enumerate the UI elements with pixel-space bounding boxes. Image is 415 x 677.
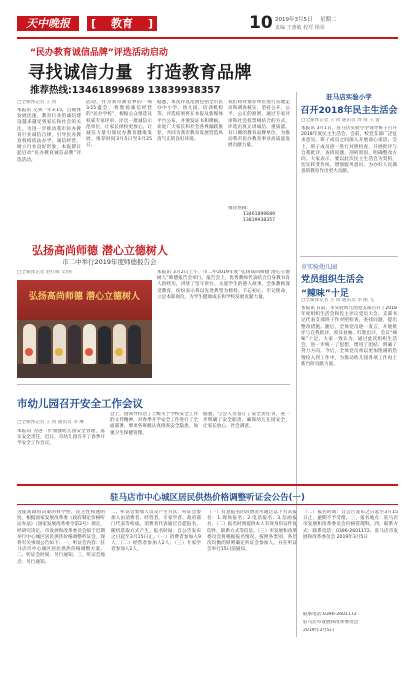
page-number: 10 [249, 13, 273, 33]
story3-col1: 本报讯 为进一步加强幼儿园安全管理，落实安全责任，近日，市幼儿园召开了春季开学安全工作会议。 [17, 429, 105, 447]
notice-headline: 驻马店市中心城区居民供热价格调整听证会公告(一) [110, 493, 305, 503]
issue-date: 2019年3月5日 [275, 17, 313, 23]
story4-byline: □全媒体记者 王 同 通讯员 周 靖 王 蕾 [301, 118, 380, 123]
notice-contact: 联系电话:0396-2601172 [303, 612, 357, 617]
notice-col2: 二、听证会参加人员及产生方式：听证会参加人由消费者、经营者、专家学者、政府部门代表等构成。消费者代表通过自愿报名、随机选取方式产生。报名时间：自公告发布之日起至3月15日止。（一）消费者参加人9人；（二）经营者参加人2人；（三）专家学者参加人2人。 [111, 510, 201, 553]
lead-contact [228, 206, 290, 225]
story2-byline: □全媒体记者 赵红梅 文/图 [17, 270, 72, 275]
lead-contact-label: 推荐热线: [228, 206, 248, 211]
lead-headline-part2: 打造教育品牌 [147, 63, 252, 83]
story3-top-rule [17, 384, 290, 385]
notice-date: 2019年3月5日 [303, 628, 335, 633]
lead-headline [28, 58, 252, 83]
masthead [17, 14, 397, 34]
notice-col3: （一）有意报名的消费者可通过以下方式报名：1.现场报名；2.电话报名；3.信函报名。（二）报名时须提供本人有效身份证件复印件、联系方式等信息。（三）市发展和改革委员会将根据报名情况，按照各类别、各层次均衡的原则确定听证会参加人，并在听证会举行15日前通知。 [207, 510, 297, 553]
issue-editors: 责编 王惠敏 校对 杨荣 [275, 25, 325, 31]
lead-col2: 活动，作为我市教育界的一场3·15盛会，将褒扬诚信经营的“民办学校”，根据公众推选及权威专家评审，评出一批诚信示范单位，让家长择校更放心，让诚信力量引领民办教育健康发展。推荐时间3月5日至3月25日。 [86, 100, 152, 149]
lead-phone-1: 13461899689 [242, 212, 276, 218]
notice-signoff: 驻马店市发展和改革委员会 [303, 620, 359, 625]
notice-headline-rule [17, 504, 398, 505]
lead-headline-part1: 寻找诚信力量 [28, 63, 133, 83]
lead-hotline: 推荐热线:13461899689 13839938357 [30, 85, 221, 96]
story4-headline-line2: 召开2018年民主生活会 [300, 106, 398, 116]
story3-col2: 会上，园领导传达了上级关于学校安全工作的文件精神，对春季开学安全工作进行了全面部署，要求各班级认真排查安全隐患，加强卫生保健管理。 [110, 412, 198, 436]
story4-headline [300, 92, 398, 116]
lead-col4: 我们将对推荐单位进行实地走访和调查核实，坚持公开、公平、公正的原则，通过专家评审和社会投票相结合的方式，评选出真正讲诚信、重质量、有口碑的教育品牌单位，为推动我市民办教育事业高质量发展贡献力量。 [228, 100, 290, 149]
notice-box [17, 484, 398, 646]
story2-body: 本报讯 3月2日上午，市二中2019年度“弘扬高尚师德 潜心立德树人”师德报告会举行。报告会上，优秀教师代表结合自身教书育人的经历，讲述了坚守讲台、关爱学生的感人故事。全体教师深受教育，纷纷表示将以先进典型为榜样，不忘初心，牢记使命，立足本职岗位，为学生健康成长和学校发展贡献力量。 [157, 270, 290, 300]
lead-col1: 本报讯 又到一年3·15，自媒体发展迅速，教育行业的诚信建设越来越受到家长和社会的关注。为进一步推动我市民办教育行业诚信自律，引导民办教育机构依法办学、诚信经营，树立行业良好形象，本报即日起启动“民办教育诚信品牌”评选活动。 [17, 108, 81, 163]
story4-body: 本报讯 3月1日，驻马店实验小学领导班子召开2018年度民主生活会。会前，校党支部广泛征求意见，班子成员之间深入开展谈心谈话。会上，班子成员逐一进行对照检查，开展批评与自我批评，查找问题，剖析原因，明确整改方向。大家表示，要以此次民主生活会为契机，切实转变作风，增强服务意识，为办好人民满意的教育作出更大贡献。 [301, 126, 397, 175]
story5-headline-line1: 党员组织生活会 [301, 275, 365, 285]
notice-col1: 为提高政府决策的科学性、民主性和透明度，根据国家发展改革委《政府制定价格听证办法》（国家发展改革委令第2号）规定，经研究决定，市发展和改革委员会拟于近期举行中心城区居民供热价格调整听证会，现将有关事项公告如下：一、听证会内容：驻马店市中心城区居民供热价格调整方案。二、听证会时间：另行通知。三、听证会地点：另行通知。 [17, 510, 105, 565]
photo-banner-text: 弘扬高尚师德 潜心立德树人 [28, 292, 141, 302]
story5-top-rule [300, 256, 398, 257]
story2-photo [17, 280, 152, 378]
masthead-rule [17, 37, 398, 39]
story5-kicker: 市实验幼儿园 [301, 264, 338, 271]
lead-byline: □全媒体记者 王 同 [17, 100, 57, 105]
lead-kicker: “民办教育诚信品牌”评选活动启动 [30, 48, 168, 58]
story5-headline-line2: “辣味”十足 [301, 289, 349, 299]
story5-headline [301, 272, 397, 299]
story3-headline: 市幼儿园召开安全工作会议 [17, 398, 143, 410]
story4-headline-line1: 驻马店实验小学 [326, 93, 372, 101]
story3-byline: □全媒体记者 王 同 通讯员 李 琳 [17, 420, 84, 425]
lead-phone-2: 13839938357 [242, 218, 276, 224]
issue-weekday: 星期二 [320, 17, 337, 23]
story2-subhead: 市二中举行2019年度师德报告会 [62, 258, 157, 266]
story5-body: 本报讯 日前，市实验幼儿园党支部召开了2018年度组织生活会和民主评议党员大会。支部书记代表支部班子作对照检查，查找问题，提出整改措施。随后，全体党员逐一发言，开展批评与自我批评，咬耳扯袖、红脸出汗，会议“辣味”十足。大家一致认为，通过此次组织生活会，进一步统一了思想，增进了团结，明确了努力方向。今后，全体党员将以更加饱满的热情投入到工作中，为推动幼儿园各项工作再上新台阶贡献力量。 [301, 306, 397, 367]
story3-col3: 据悉，与会人员签订了安全责任书，进一步明确了安全职责，确保幼儿在园安全，让家长放心、社会满意。 [203, 412, 290, 430]
lead-col3: 据悉，本次评选范围包括全市民办中小学、幼儿园、培训机构等，评选结果将在本报及新媒体平台公布，并颁发证书和牌匾。欢迎广大家长和社会各界踊跃推荐，共同为我市教育发展营造风清气正的良好环境。 [157, 100, 223, 143]
story5-byline: □全媒体记者 王 同 通讯员 李 丽 飞 [301, 298, 374, 303]
notice-col4: （二）报名时间：自公告发布之日起至3月15日止，逾期不予受理。三、报名地点：驻马店市发展和改革委员会价格管理科。四、联系方式：联系电话：0396-2601172。驻马店市发展和改革委员会 2019年3月5日 [303, 510, 398, 540]
story2-headline: 弘扬高尚师德 潜心立德树人 [32, 244, 168, 257]
section-label: [ 教育 ] [87, 16, 157, 31]
masthead-logo: 天中晚报 [17, 16, 79, 31]
